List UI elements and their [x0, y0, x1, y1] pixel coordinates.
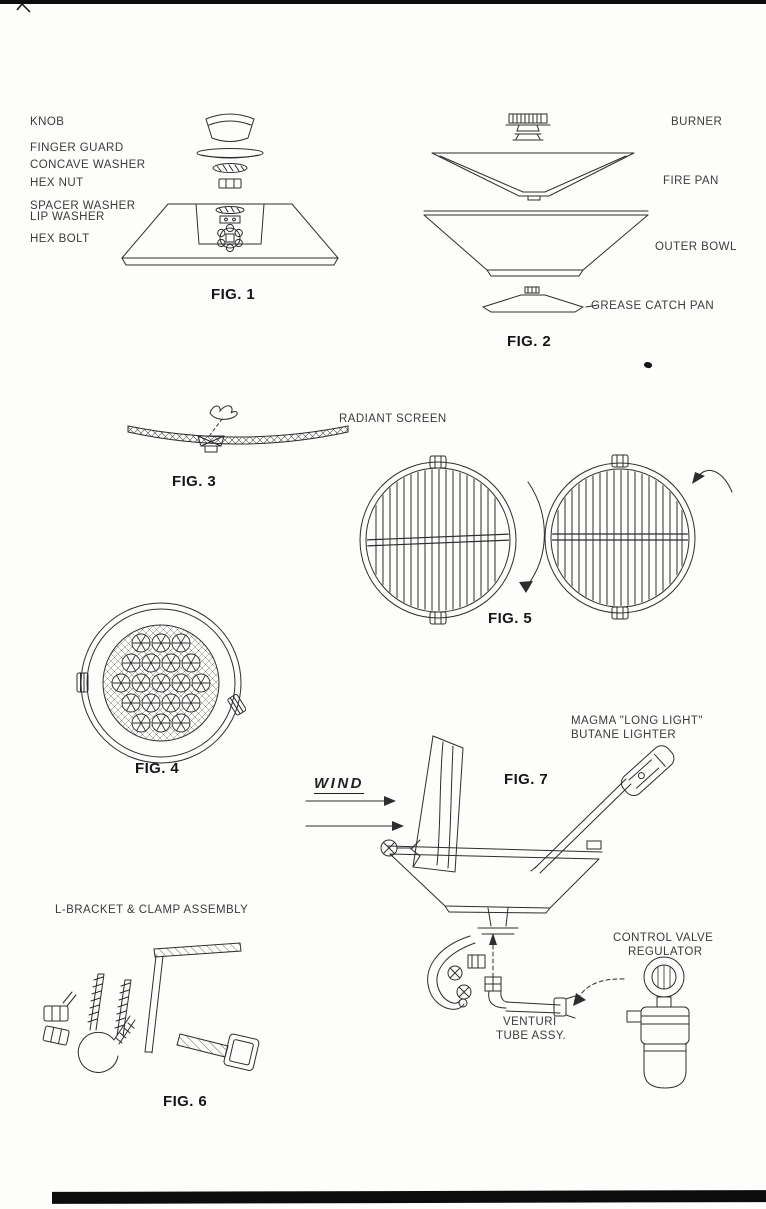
burner-part	[506, 114, 550, 140]
fig1-knob-assembly-drawing	[100, 98, 360, 288]
hex-nut-part	[219, 179, 241, 188]
fig1-label-spacer-washer: SPACER WASHER	[30, 200, 136, 212]
scan-artifact-top-bar	[0, 0, 766, 4]
fig1-label-concave-washer: CONCAVE WASHER	[30, 159, 146, 171]
fig6-caption: FIG. 6	[163, 1093, 208, 1110]
fig1-label-hex-nut: HEX NUT	[30, 177, 84, 189]
fig2-label-outer-bowl: OUTER BOWL	[655, 241, 737, 253]
fig1-label-finger-guard: FINGER GUARD	[30, 142, 124, 154]
hex-bolt-part	[218, 224, 243, 251]
fig7-label-control-valve: CONTROL VALVE	[613, 932, 714, 944]
rotate-arrow-top-right	[692, 470, 732, 492]
scan-artifact-bottom-bar	[52, 1190, 766, 1204]
fig3-radiant-screen-drawing	[120, 398, 355, 476]
venturi-tube	[506, 979, 624, 1018]
wind-arrows	[306, 796, 404, 831]
fig7-label-lighter-line2: BUTANE LIGHTER	[571, 729, 677, 741]
fig2-label-grease-catch-pan: GREASE CATCH PAN	[591, 300, 715, 312]
fig4-caption: FIG. 4	[135, 760, 180, 777]
windshield	[411, 736, 463, 872]
threaded-stud-a	[88, 974, 104, 1030]
scan-artifact-tick	[16, 1, 34, 15]
concave-washer-part	[213, 164, 247, 173]
fig1-label-hex-bolt: HEX BOLT	[30, 233, 90, 245]
fig3-caption: FIG. 3	[172, 473, 217, 490]
control-valve-regulator	[627, 957, 689, 1088]
threaded-stud-b	[115, 980, 131, 1036]
fig7-label-lighter-line1: MAGMA "LONG LIGHT"	[571, 715, 703, 727]
ink-blot	[643, 361, 653, 370]
fig1-label-knob: KNOB	[30, 116, 65, 128]
grill-bowl	[388, 841, 602, 913]
finger-guard-part	[197, 149, 263, 159]
fig3-label-radiant-screen: RADIANT SCREEN	[339, 413, 447, 425]
fire-pan-part	[432, 153, 634, 200]
fig7-label-venturi: VENTURI	[503, 1016, 557, 1028]
clamp-bolt	[177, 1033, 260, 1071]
hex-nuts	[43, 992, 76, 1045]
outer-bowl-part	[424, 211, 648, 276]
valve-assembly	[485, 933, 508, 1008]
fig2-caption: FIG. 2	[507, 333, 552, 350]
l-bracket	[145, 943, 241, 1053]
right-grate	[545, 455, 695, 619]
fig7-label-wind: WIND	[314, 775, 364, 792]
left-grate	[360, 456, 516, 624]
left-clip	[77, 673, 88, 692]
fig6-label-assembly: L-BRACKET & CLAMP ASSEMBLY	[55, 904, 249, 916]
fig1-caption: FIG. 1	[211, 286, 256, 303]
eye-bolt	[78, 1016, 135, 1072]
knob-part	[206, 114, 254, 142]
rotate-arrow-middle	[519, 482, 544, 593]
grease-catch-pan-part	[483, 287, 598, 312]
fig6-bracket-clamp-drawing	[32, 932, 272, 1094]
butane-lighter	[531, 742, 678, 873]
fig2-label-burner: BURNER	[671, 116, 723, 128]
fig1-label-lip-washer: LIP WASHER	[30, 211, 105, 223]
fig7-label-regulator: REGULATOR	[628, 946, 703, 958]
fig4-radiant-plate-drawing	[76, 598, 246, 768]
fig5-caption: FIG. 5	[488, 610, 533, 627]
fig2-label-fire-pan: FIRE PAN	[663, 175, 719, 187]
fig7-caption: FIG. 7	[504, 771, 549, 788]
clamp-knobs	[448, 955, 485, 999]
right-clip	[227, 694, 246, 716]
shield-clamp-knob	[381, 840, 413, 856]
fig5-grill-grates-drawing	[352, 452, 740, 634]
flame-squiggle	[210, 406, 237, 435]
fig7-label-tube-assy: TUBE ASSY.	[496, 1030, 567, 1042]
